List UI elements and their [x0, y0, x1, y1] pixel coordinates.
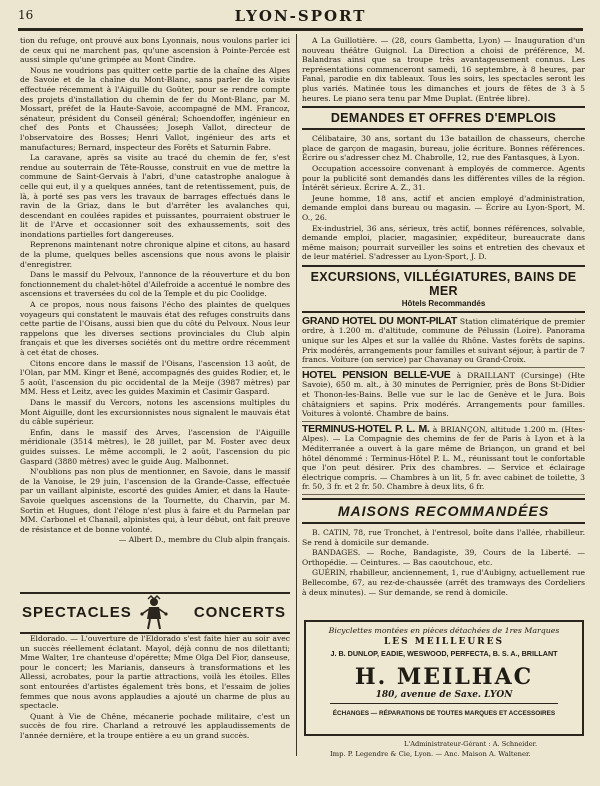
- spectacles-body: [20, 634, 290, 742]
- maison-listing: BANDAGES. — Roche, Bandagiste, 39, Cours de la Liberté. — Orthopédie. — Ceintures. — Bas caoutchouc, etc.: [302, 548, 585, 567]
- column-divider: [296, 34, 297, 756]
- excursions-header: [302, 265, 585, 313]
- hotel-name: GRAND HOTEL DU MONT-PILAT: [302, 314, 458, 327]
- article-paragraph: Enfin, dans le massif des Arves, l'ascension de l'Aiguille méridionale (3514 mètres), le 28 juillet, par M. Foster avec deux guides suisses. Le même accompli, le 2 août, l'ascension du pic Gaspard (3880 mètres) avec le guide Aug. Malbonnet.: [20, 427, 290, 466]
- ad-address: 180, avenue de Saxe. LYON: [375, 690, 513, 700]
- left-column: [20, 36, 290, 545]
- journal-title: LYON-SPORT: [234, 7, 367, 25]
- article-paragraph: tion du refuge, ont prouvé aux bons Lyonnais, nous voulons parler ici de ceux qui ne marchent pas, qu'une ascension à Pointe-Percée est aussi simple qu'une grimpée au Mont Cindre.: [20, 36, 290, 65]
- article-paragraph: Nous ne voudrions pas quitter cette partie de la chaîne des Alpes de Savoie et de la chaîne du Mont-Blanc, sans parler de la visite effectuée récemment à l'Aiguille du Goûter, pour se rendre compte des projets d'installation du chemin de fer du Mont-Blanc, par M. Mossart, préfet de la Haute-Savoie, accompagné de MM. Francoz, sénateur, président du Conseil général; Schoendoffer, ingénieur en chef des Ponts et Chaussées; Joseph Vallot, directeur de l'observatoire des Bosses; Henri Vallot, ingénieur des arts et manufactures; Bernard, inspecteur des Forêts et Saturnin Fabre.: [20, 65, 290, 152]
- job-listing: Célibataire, 30 ans, sortant du 13e bataillon de chasseurs, cherche place de garçon de magasin, bureau, jolie écriture. Bonnes références. Écrire ou s'adresser chez M. Chabrolle, 12, rue des Fantasques, à Lyon.: [302, 134, 585, 163]
- article-paragraph: Reprenons maintenant notre chronique alpine et citons, au hasard de la plume, quelques belles ascensions que nous avons le plaisir d'enregistrer.: [20, 240, 290, 269]
- article-paragraph: Dans le massif du Vercors, notons les ascensions multiples du Mont Aiguille, dont les excursionnistes nous signalent le mauvais état du câble supérieur.: [20, 397, 290, 427]
- meilhac-advertisement: [304, 620, 584, 736]
- demandes-header: [302, 106, 585, 130]
- job-listing: Ex-industriel, 36 ans, sérieux, très actif, bonnes références, solvable, demande emploi, placier, magasinier, expéditeur, bureaucrate dans même maison; pourrait surveiller les soins et entretien des chevaux et de leur matériel. S'adresser au Lyon-Sport, J. D.: [302, 223, 585, 262]
- article-paragraph: La caravane, après sa visite au tracé du chemin de fer, s'est rendue au souterrain de Tête-Rousse, construit en vue de mettre la commune de Saint-Gervais à l'abri, d'une catastrophe analogue à celle qui eut, il y a quelques années, tant de retentissement, puis, de là, à porté ses pas vers les travaux de barrages effectués dans le ravin de la Griaz, dans le but d'arrêter les avalanches qui, descendant en coulées rapides et puissantes, pourraient obstruer le lit de l'Arve et occasionner soit des exhaussements, soit des inondations partielles fort dangereuses.: [20, 153, 290, 239]
- article-paragraph: Dans le massif du Pelvoux, l'annonce de la réouverture et du bon fonctionnement du chalet-hôtel d'Ailefroide a accentué le nombre des ascensions et traversées du col de la Temple et du pic Coolidge.: [20, 270, 290, 299]
- hotel-text: Station climatérique de premier ordre, à 1.200 m. d'altitude, commune de Pélussin (Loire). Panorama unique sur les Alpes et sur la vallée du Rhône. Vastes forêts de sapins. Prix modérés, arrangements pour familles et suivant séjour, à partir de 7 francs. Voiture (on service) par Chavanay ou Grand-Croix.: [302, 316, 586, 365]
- ad-top-line: Bicyclettes montées en pièces détachées de 1res Marques: [328, 626, 560, 635]
- hotel-text: à DRAILLANT (Cursinge) (Hte Savoie), 650 m. alt., à 30 minutes de Perrignier, près de Bons St-Didier et Thonon-les-Bains. Belle vue sur le lac de Genève et le Jura. Bois châtaigniers et sapins. Prix modérés. Arrangements pour familles. Voitures à volonté. Chambre de bains.: [302, 370, 586, 419]
- article-signature: — Albert D., membre du Club alpin français.: [118, 535, 290, 545]
- spectacles-title: SPECTACLES: [22, 604, 132, 621]
- page-header: [18, 6, 583, 30]
- article-paragraph: A ce propos, nous nous faisons l'écho des plaintes de quelques voyageurs qui constatent le mauvais état des refuges construits dans cette partie de l'Oisans, aussi bien que du côté du Pelvoux. Nous leur rappelons que les diverses sections provinciales du Club alpin français et que les diverses sociétés ont du mettre ordre récemment à cet état de choses.: [20, 300, 290, 357]
- hotel-name: TERMINUS-HOTEL P. L. M.: [302, 422, 430, 435]
- header-rule: [18, 30, 583, 31]
- footer-admin: L'Administrateur-Gérant : A. Schneider.: [404, 740, 538, 748]
- page-number: 16: [18, 8, 34, 22]
- hotel-name: HOTEL PENSION BELLE-VUE: [302, 368, 451, 381]
- hotel-entry: [302, 422, 586, 495]
- maisons-title: MAISONS RECOMMANDÉES: [337, 502, 550, 519]
- excursions-title: EXCURSIONS, VILLÉGIATURES, BAINS DE MER: [310, 269, 577, 298]
- maison-listing: B. CATIN, 78, rue Tronchet, à l'entresol, boîte dans l'allée, rhabilleur. Se rend à domicile sur demande.: [302, 527, 585, 547]
- ad-company-name: H. MEILHAC: [354, 664, 534, 690]
- article-paragraph: Citons encore dans le massif de l'Oisans, l'ascension 13 août, de l'Olan, par MM. Kingr et Bené, accompagnés des guides Rodier, et, le 5 août, l'ascension du pic occidental de la Meije (3987 mètres) par MM. Hess et Leitz, avec les guides Maximin et Casimir Gaspard.: [20, 358, 290, 397]
- article-paragraph: N'oublions pas non plus de mentionner, en Savoie, dans le massif de la Vanoise, le 29 juin, l'ascension de la Grande-Casse, effectuée par un vaillant alpiniste, escorté des guides Amier, et dans la Haute-Savoie quelques ascensions de la Tournette, du Charvin, par M. Sortin et Hugues, dont l'éloge n'est plus à faire et du Parmelan par MM. Carbonel et Chanail, alpinistes qui, à leur début, ont fait preuve de résistance et de bonne volonté.: [20, 467, 290, 534]
- demandes-title: DEMANDES ET OFFRES D'EMPLOIS: [330, 111, 557, 126]
- concerts-title: CONCERTS: [193, 604, 286, 621]
- ad-bottom-line: ÉCHANGES — RÉPARATIONS DE TOUTES MARQUES ET ACCESSOIRES: [332, 710, 556, 717]
- maison-listing: GUÉRIN, rhabilleur, anciennement, 1, rue d'Aubigny, actuellement rue Bellecombe, 67, au rez-de-chaussée (arrêt des tramways des Cordeliers à deux minutes). — Sur demande, se rend à domicile.: [302, 568, 585, 597]
- ad-brands: J. B. DUNLOP, EADIE, WESWOOD, PERFECTA, B. S. A., BRILLANT: [330, 649, 558, 658]
- right-column: [302, 36, 585, 598]
- spectacles-concerts-header: [20, 592, 290, 634]
- jester-illustration-icon: [138, 595, 170, 631]
- spectacle-paragraph: Quant à Vie de Chêne, mécanerie pochade militaire, c'est un succès de fou rire. Charland a retrouvé les applaudissements de l'année dernière, et la troupe entière a eu un grand succès.: [20, 711, 290, 740]
- maisons-header: [302, 498, 585, 524]
- guillotiere-entry: A La Guillotière. — (28, cours Gambetta, Lyon) — Inauguration d'un nouveau théâtre Guignol. La Direction a choisi de préférence, M. Balandras ainsi que sa troupe très avantageusement connus. Les représentations commenceront samedi, 16 septembre, à 8 heures, par Fanal, parodie en dix tableaux. Tous les soirs, les spectacles seront les plus variés. Matinée tous les dimanches et jours de fêtes de 3 à 5 heures. Le piano sera tenu par Mme Duplat. (Entrée libre).: [302, 36, 585, 103]
- hotel-entry: [302, 314, 586, 368]
- footer-imprint: Imp. P. Legendre & Cie, Lyon. — Anc. Maison A. Waltener.: [330, 750, 531, 758]
- ad-brands-title: LES MEILLEURES: [383, 637, 505, 647]
- ad-divider: [330, 703, 558, 704]
- job-listing: Jeune homme, 18 ans, actif et ancien employé d'administration, demande emploi dans bureau ou magasin. — Écrire au Lyon-Sport, M. O., 26.: [302, 193, 585, 222]
- job-listing: Occupation accessoire convenant à employés de commerce. Agents pour la publicité sont demandés dans les différentes villes de la région. Intérêt sérieux. Écrire A. Z., 31.: [302, 163, 585, 193]
- hotel-text: à BRIANÇON, altitude 1.200 m. (Htes-Alpes). — La Compagnie des chemins de fer de Paris à Lyon et à la Méditerranée a ouvert à la gare même de Briançon, un grand et bel hôtel dénommé : Terminus-Hôtel P. L. M., réunissant tout le confortable que l'on peut désirer. Prix des chambres. — Service et éclairage électrique compris. — Chambres à un lit, 5 fr. avec cabinet de toilette, 3 fr. 50, 3 fr. et 2 fr. 50. Chambre à deux lits, 6 fr.: [302, 424, 586, 492]
- hotel-entry: [302, 368, 586, 422]
- spectacle-paragraph: Eldorado. — L'ouverture de l'Eldorado s'est faite hier au soir avec un succès réellement éclatant. Mayol, déjà connu de nos dilettanti; Mme Walter, 1re chanteuse d'opérette; Mme Olga Del Fior, danseuse, pour le concert; les Marianis, danseurs à transformations et les Allessi, acrobates, pour la partie attractions, voilà les étoiles. Elles sont entourées d'artistes également très bons, et l'essaim de jolies femmes que nous avons applaudies a ajouté un charme de plus au spectacle.: [20, 634, 290, 711]
- excursions-subtitle: Hôtels Recommandés: [401, 298, 486, 308]
